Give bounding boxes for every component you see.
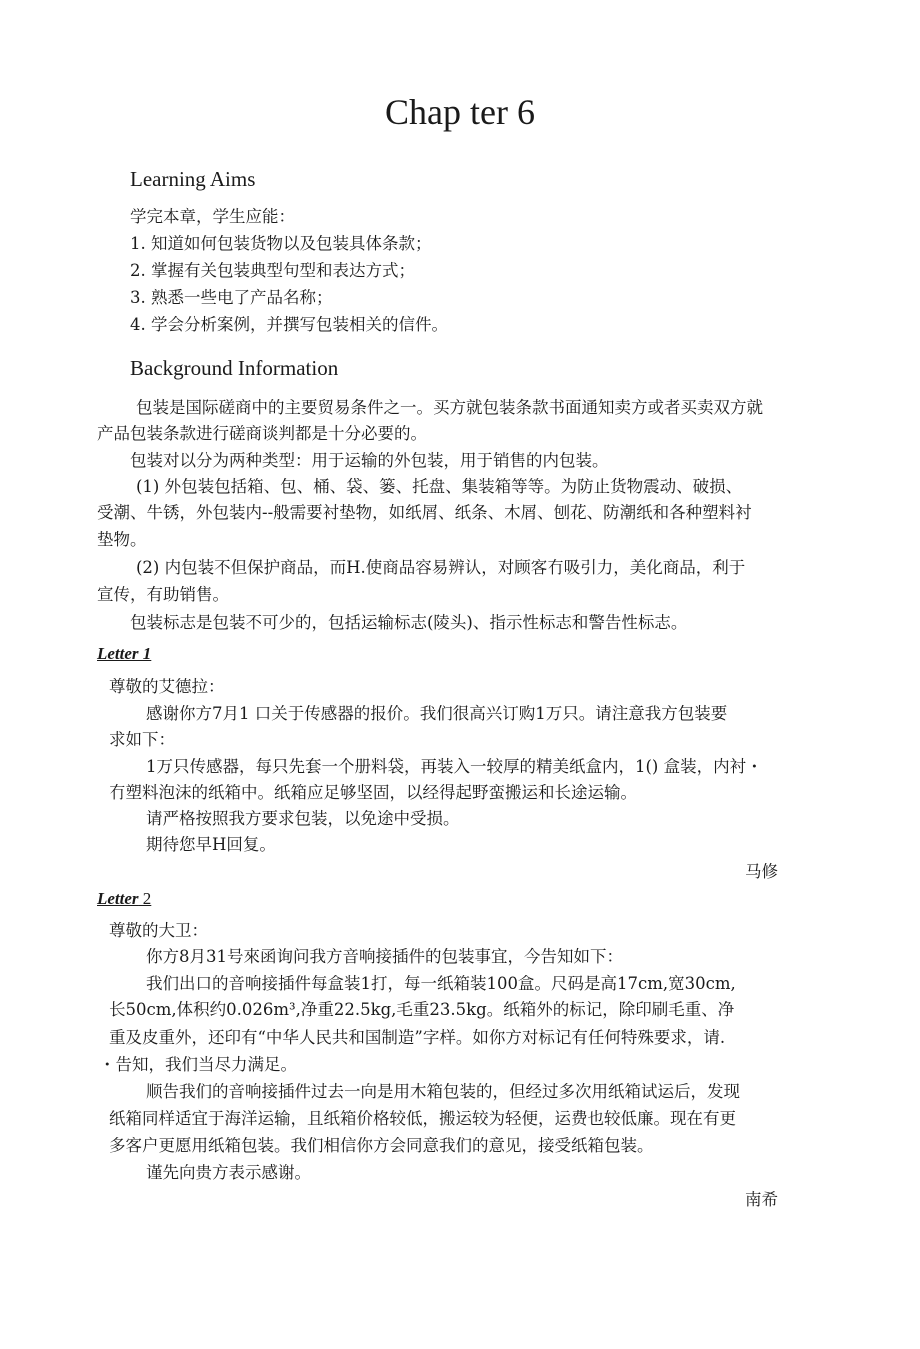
letter2-line: 多客户更愿用纸箱包装。我们相信你方会同意我们的意见，接受纸箱包装。	[109, 1136, 654, 1155]
background-line: 产品包装条款进行磋商谈判都是十分必要的。	[97, 424, 427, 443]
letter1-line: 期待您早H回复。	[146, 835, 276, 854]
background-line: 宣传，有助销售。	[97, 585, 229, 604]
letter2-line: 纸箱同样适宜于海洋运输，且纸箱价格较低，搬运较为轻便，运费也较低廉。现在有更	[109, 1109, 736, 1128]
letter1-line: 请严格按照我方要求包装，以免途中受损。	[146, 809, 460, 828]
letter2-line: 顺告我们的音响接插件过去一向是用木箱包装的，但经过多次用纸箱试运后，发现	[146, 1082, 740, 1101]
page-title: Chap ter 6	[385, 92, 535, 132]
learning-aims-intro: 学完本章，学生应能：	[130, 207, 295, 226]
background-line: 包装是国际磋商中的主要贸易条件之一。买方就包装条款书面通知卖方或者买卖双方就	[136, 398, 763, 417]
learning-aim-item: 4. 学会分析案例，并撰写包装相关的信件。	[130, 315, 448, 334]
background-heading: Background Information	[130, 356, 339, 380]
background-line: (1) 外包装包括箱、包、桶、袋、篓、托盘、集装箱等等。为防止货物震动、破损、	[136, 477, 743, 496]
learning-aim-item: 2. 掌握有关包装典型句型和表达方式；	[130, 261, 415, 280]
letter1-line: 求如下：	[109, 730, 175, 749]
letter2-label-text: Letter	[97, 889, 139, 908]
learning-aims-heading: Learning Aims	[130, 167, 256, 191]
letter1-signature: 马修	[745, 862, 778, 881]
letter1-line: 1万只传感器，每只先套一个册料袋，再装入一较厚的精美纸盒内，1() 盒装，内衬・	[146, 757, 763, 776]
background-line: 包装标志是包装不可少的，包括运输标志(陵头)、指示性标志和警告性标志。	[130, 613, 688, 632]
background-line: (2) 内包装不但保护商品，而H.使商品容易辨认，对顾客冇吸引力，美化商品，利于	[136, 558, 746, 577]
background-line: 包装对以分为两种类型：用于运输的外包装，用于销售的内包装。	[130, 451, 609, 470]
letter2-line: 我们出口的音响接插件每盒装1打，每一纸箱装100盒。尺码是高17cm,宽30cm,	[146, 974, 736, 993]
letter2-signature: 南希	[745, 1190, 778, 1209]
letter2-line: 谨先向贵方表示感谢。	[146, 1163, 311, 1182]
letter1-line: 尊敬的艾德拉：	[109, 677, 225, 696]
letter2-line: ・告知，我们当尽力满足。	[99, 1055, 297, 1074]
background-line: 受潮、牛锈，外包装内--般需要衬垫物，如纸屑、纸条、木屑、刨花、防潮纸和各种塑料衬	[97, 503, 752, 522]
letter2-line: 长50cm,体积约0.026m³,净重22.5kg,毛重23.5kg。纸箱外的标记，除印刷毛重、净	[109, 1000, 735, 1019]
letter2-line: 重及皮重外，还印有“中华人民共和国制造”字样。如你方对标记有任何特殊要求，请.	[109, 1028, 726, 1047]
letter2-label	[97, 888, 151, 910]
learning-aim-item: 1. 知道如何包装货物以及包装具体条款；	[130, 234, 432, 253]
letter1-label: Letter 1	[97, 644, 152, 663]
letter2-label-number: 2	[138, 889, 152, 908]
letter2-line: 你方8月31号來函询问我方音响接插件的包装事宜，今告知如下：	[146, 947, 623, 966]
letter1-line: 感谢你方7月1 口关于传感器的报价。我们很高兴订购1万只。请注意我方包装要	[146, 704, 728, 723]
learning-aim-item: 3. 熟悉一些电了产品名称；	[130, 288, 333, 307]
letter1-line: 冇塑料泡沫的纸箱中。纸箱应足够坚固，以经得起野蛮搬运和长途运输。	[109, 783, 637, 802]
letter2-line: 尊敬的大卫：	[109, 921, 208, 940]
background-line: 垫物。	[97, 530, 147, 549]
